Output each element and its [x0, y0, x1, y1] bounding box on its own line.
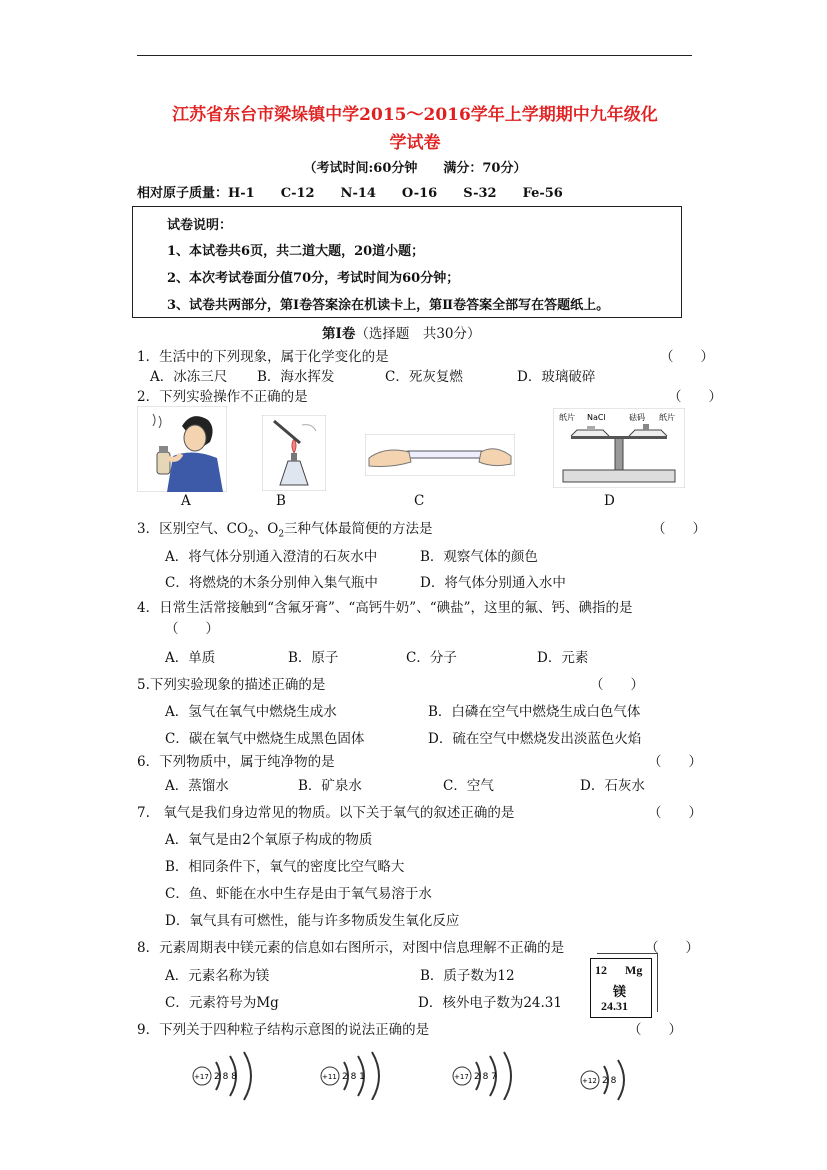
answer-blank[interactable]: （ ） [660, 349, 714, 365]
q4-option-a: A．单质 [165, 650, 216, 666]
q6-option-a: A．蒸馏水 [165, 778, 229, 794]
particle-diagram-3 [450, 1046, 530, 1100]
q1-option-d: D．玻璃破碎 [517, 369, 596, 385]
balance-label: 纸片 [559, 413, 575, 422]
exam-title-line1: 江苏省东台市梁垛镇中学2015～2016学年上学期期中九年级化 [172, 105, 658, 125]
image-label-d: D [604, 493, 615, 509]
q8-option-d: D．核外电子数为24.31 [418, 995, 562, 1011]
q4-option-b: B．原子 [288, 650, 339, 666]
atomic-masses: 相对原子质量：H-1 C-12 N-14 O-16 S-32 Fe-56 [137, 186, 563, 201]
q8-option-c: C．元素符号为Mg [165, 995, 279, 1011]
part1-desc: （选择题 共30分） [355, 326, 481, 342]
balance-label: 纸片 [659, 413, 675, 422]
q7-option-d: D．氧气具有可燃性，能与许多物质发生氧化反应 [165, 913, 460, 929]
q3-option-d: D．将气体分别通入水中 [420, 575, 566, 591]
image-label-a: A [181, 493, 191, 509]
electron-shells: 2 8 8 [214, 1072, 237, 1082]
q5-option-a: A．氢气在氧气中燃烧生成水 [165, 704, 337, 720]
answer-blank[interactable]: （ ） [648, 754, 702, 770]
q6-option-c: C．空气 [443, 778, 494, 794]
answer-blank[interactable]: （ ） [590, 677, 644, 693]
instruction-item: 2、本次考试卷面分值70分，考试时间为60分钟； [167, 271, 460, 286]
instruction-item: 3、试卷共两部分，第Ⅰ卷答案涂在机读卡上，第Ⅱ卷答案全部写在答题纸上。 [167, 298, 610, 313]
electron-shells: 2 8 7 [474, 1072, 497, 1082]
electron-shells: 2 8 1 [342, 1072, 365, 1082]
answer-blank[interactable]: （ ） [628, 1022, 682, 1038]
question-5-stem: 5.下列实验现象的描述正确的是 [137, 677, 326, 693]
question-3-stem: 3．区别空气、$CO_2$、$O_2$三种气体最简便的方法是 [137, 521, 433, 540]
q6-option-d: D．石灰水 [580, 778, 645, 794]
q5-option-b: B．白磷在空气中燃烧生成白色气体 [428, 704, 641, 720]
element-symbol: Mg [625, 963, 643, 977]
answer-blank[interactable]: （ ） [645, 940, 699, 956]
question-4-stem: 4．日常生活常接触到“含氟牙膏”、“高钙牛奶”、“碘盐”，这里的氟、钙、碘指的是 [137, 600, 633, 616]
nucleus-charge: +17 [454, 1073, 469, 1081]
q6-option-b: B．矿泉水 [298, 778, 362, 794]
question-8-stem: 8．元素周期表中镁元素的信息如右图所示，对图中信息理解不正确的是 [137, 940, 565, 956]
question-9-stem: 9．下列关于四种粒子结构示意图的说法正确的是 [137, 1022, 430, 1038]
question-7-stem: 7. 氧气是我们身边常见的物质。以下关于氧气的叙述正确的是 [137, 805, 515, 821]
nucleus-charge: +17 [194, 1073, 209, 1081]
q7-option-c: C．鱼、虾能在水中生存是由于氧气易溶于水 [165, 886, 432, 902]
element-name: 镁 [613, 984, 627, 999]
q5-option-c: C．碳在氧气中燃烧生成黑色固体 [165, 731, 365, 747]
q7-option-a: A．氧气是由2个氧原子构成的物质 [165, 832, 373, 848]
atomic-number: 12 [595, 963, 607, 977]
question-1-stem: 1．生活中的下列现象，属于化学变化的是 [137, 349, 389, 365]
q8-option-b: B．质子数为12 [420, 968, 515, 984]
image-label-c: C [414, 493, 425, 509]
nucleus-charge: +11 [322, 1073, 337, 1081]
particle-diagram-1 [190, 1048, 270, 1102]
image-d-balance [553, 408, 685, 488]
q4-option-c: C．分子 [406, 650, 457, 666]
balance-label: 砝码 [629, 413, 645, 422]
exam-title-line2: 学试卷 [389, 133, 441, 153]
q7-option-b: B．相同条件下，氧气的密度比空气略大 [165, 859, 405, 875]
question-2-stem: 2．下列实验操作不正确的是 [137, 389, 308, 405]
answer-blank[interactable]: （ ） [668, 389, 722, 405]
instruction-item: 1、本试卷共6页，共二道大题，20道小题； [167, 244, 425, 259]
q1-option-a: A．冰冻三尺 [150, 369, 228, 385]
answer-blank[interactable]: （ ） [165, 621, 219, 637]
answer-blank[interactable]: （ ） [648, 805, 702, 821]
instructions-heading: 试卷说明： [167, 218, 233, 233]
image-b-alcohol-lamp [262, 415, 326, 491]
q3-option-a: A．将气体分别通入澄清的石灰水中 [165, 549, 378, 565]
image-c-test-tube [365, 434, 515, 476]
electron-shells: 2 8 [602, 1076, 617, 1086]
question-6-stem: 6．下列物质中，属于纯净物的是 [137, 754, 335, 770]
image-a-smelling-gas [137, 406, 227, 492]
atomic-mass: 24.31 [601, 999, 628, 1013]
answer-blank[interactable]: （ ） [652, 521, 706, 537]
particle-diagram-4 [578, 1052, 648, 1102]
q4-option-d: D．元素 [537, 650, 589, 666]
q3-option-c: C．将燃烧的木条分别伸入集气瓶中 [165, 575, 378, 591]
header-rule [137, 55, 692, 56]
part1-label: 第Ⅰ卷 [322, 326, 356, 342]
magnesium-element-card [590, 958, 652, 1018]
balance-label: NaCl [587, 413, 606, 422]
part1-heading [322, 322, 481, 342]
nucleus-charge: +12 [582, 1077, 597, 1085]
q5-option-d: D．硫在空气中燃烧发出淡蓝色火焰 [428, 731, 642, 747]
q1-option-c: C．死灰复燃 [385, 369, 463, 385]
q8-option-a: A．元素名称为镁 [165, 968, 270, 984]
exam-info: （考试时间:60分钟 满分：70分） [303, 161, 527, 176]
q1-option-b: B．海水挥发 [257, 369, 335, 385]
image-label-b: B [276, 493, 286, 509]
particle-diagram-2 [318, 1046, 398, 1100]
q3-option-b: B．观察气体的颜色 [420, 549, 538, 565]
